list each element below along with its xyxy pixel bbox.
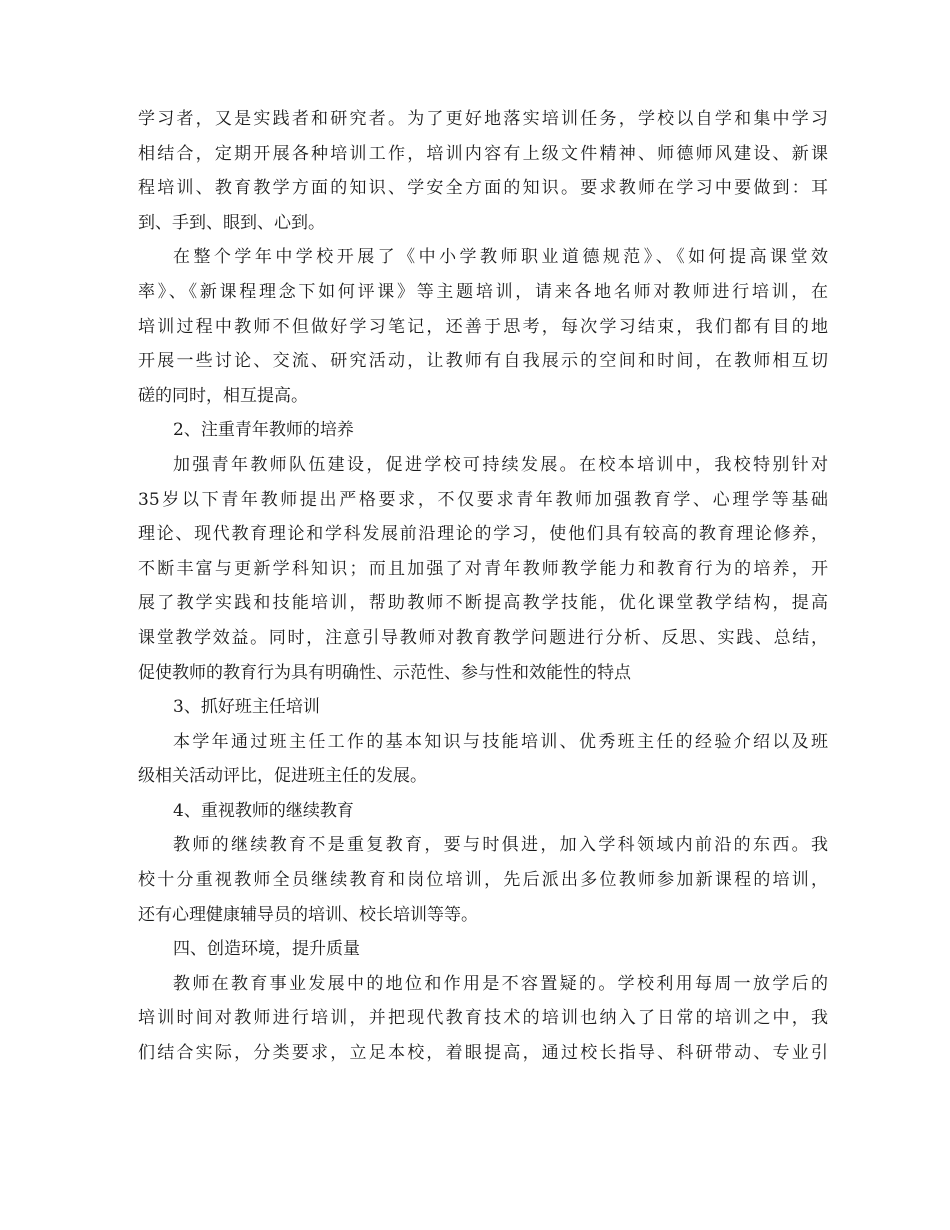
paragraph-first-line: 本学年通过班主任工作的基本知识与技能培训、优秀班主任的经验介绍以及班: [173, 731, 828, 752]
text-line: 相结合，定期开展各种培训工作，培训内容有上级文件精神、师德师风建设、新课: [138, 143, 828, 164]
section-heading: 4、重视教师的继续教育: [173, 800, 354, 821]
text-line: 课堂教学效益。同时，注意引导教师对教育教学问题进行分析、反思、实践、总结，: [138, 627, 828, 648]
paragraph-first-line: 加强青年教师队伍建设，促进学校可持续发展。在校本培训中，我校特别针对: [173, 454, 828, 475]
text-line: 35岁以下青年教师提出严格要求，不仅要求青年教师加强教育学、心理学等基础: [138, 489, 828, 510]
text-line: 级相关活动评比，促进班主任的发展。: [138, 766, 427, 787]
paragraph-first-line: 教师的继续教育不是重复教育，要与时俱进，加入学科领域内前沿的东西。我: [173, 835, 828, 856]
text-line: 培训时间对教师进行培训，并把现代教育技术的培训也纳入了日常的培训之中，我: [138, 1008, 828, 1029]
text-line: 促使教师的教育行为具有明确性、示范性、参与性和效能性的特点: [138, 662, 631, 683]
text-line: 培训过程中教师不但做好学习笔记，还善于思考，每次学习结束，我们都有目的地: [138, 316, 828, 337]
section-heading: 3、抓好班主任培训: [173, 697, 320, 718]
section-heading: 四、创造环境，提升质量: [173, 939, 360, 960]
text-line: 到、手到、眼到、心到。: [138, 212, 325, 233]
text-line: 程培训、教育教学方面的知识、学安全方面的知识。要求教师在学习中要做到：耳: [138, 178, 828, 199]
text-line: 不断丰富与更新学科知识；而且加强了对青年教师教学能力和教育行为的培养，开: [138, 558, 828, 579]
document-body: [138, 102, 828, 1071]
paragraph-first-line: 教师在教育事业发展中的地位和作用是不容置疑的。学校利用每周一放学后的: [173, 973, 828, 994]
text-line: 率》、《新课程理念下如何评课》等主题培训，请来各地名师对教师进行培训，在: [138, 281, 828, 302]
text-line: 校十分重视教师全员继续教育和岗位培训，先后派出多位教师参加新课程的培训，: [138, 870, 828, 891]
text-line: 理论、现代教育理论和学科发展前沿理论的学习，使他们具有较高的教育理论修养，: [138, 524, 828, 545]
text-line: 磋的同时，相互提高。: [138, 385, 308, 406]
text-line: 开展一些讨论、交流、研究活动，让教师有自我展示的空间和时间，在教师相互切: [138, 351, 828, 372]
text-line: 学习者，又是实践者和研究者。为了更好地落实培训任务，学校以自学和集中学习: [138, 109, 828, 129]
text-line: 还有心理健康辅导员的培训、校长培训等等。: [138, 904, 478, 925]
paragraph-first-line: 在整个学年中学校开展了《中小学教师职业道德规范》、《如何提高课堂效: [173, 247, 828, 268]
text-line: 们结合实际，分类要求，立足本校，着眼提高，通过校长指导、科研带动、专业引: [138, 1043, 828, 1064]
text-line: 展了教学实践和技能培训，帮助教师不断提高教学技能，优化课堂教学结构，提高: [138, 593, 828, 614]
section-heading: 2、注重青年教师的培养: [173, 420, 354, 441]
